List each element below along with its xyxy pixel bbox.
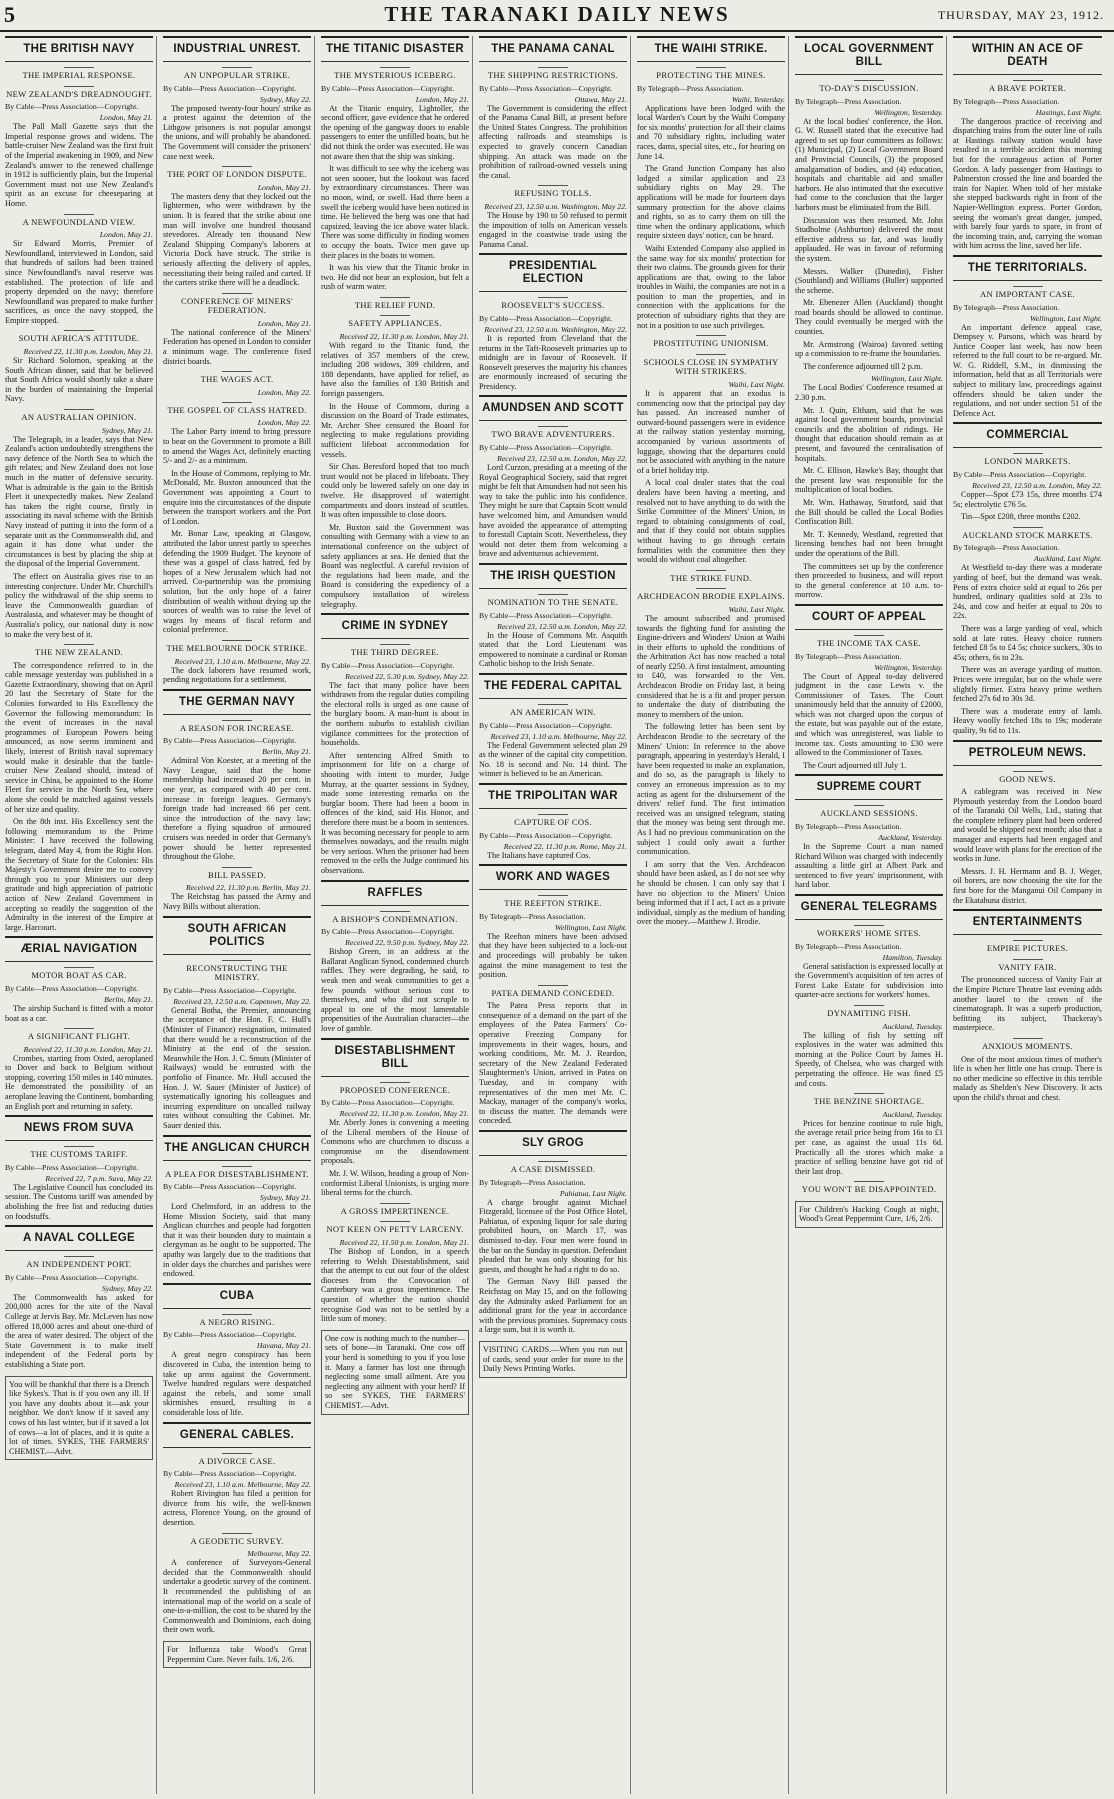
article-text: There was an average yarding of mutton. Prices were irregular, but on the whole were slightly firmer. Extra heavy prime wethers fetched 27s 6d to 30s 3d.	[953, 665, 1102, 704]
article-text: General Botha, the Premier, announcing the acceptance of the Hon. F. C. Hull's (Minister of Finance) resignation, intimated that there would be a reconstruction of the Ministry at the end of the session. Meanwhile the Hon. J. C. Smuts (Minister of Railways) would be entrusted with the portfolio of Finance. Mr. Hull accused the Hon. J. W. Sauer (Minister of Justice) of systematically ignoring his colleagues and incurring expenditure on uncalled railway rates without consulting the Cabinet. Mr. Sauer denied this.	[163, 1005, 311, 1130]
dateline: Wellington, Yesterday.	[874, 107, 943, 117]
article-text: General satisfaction is expressed locally at the Government's acquisition of ten acres of Forest Lake Estate for subdivision into quarter-acre sections for workers' homes.	[795, 961, 943, 1000]
article-text: The national conference of the Miners' Federation has opened in London to consider a minimum wage. The conference fixed district boards.	[163, 327, 311, 366]
column-6	[792, 36, 947, 1794]
subheading: A CASE DISMISSED.	[479, 1161, 627, 1175]
article-text: Sir Richard Solomon, speaking at the South African dinner, said that he believed that South Africa would shortly take a share in the burden of maintaining the Imperial Navy.	[5, 356, 153, 404]
article-text: Mr. Armstrong (Wairoa) favored setting up a commission to re-frame the boundaries.	[795, 339, 943, 359]
dateline: Auckland, Last Night.	[1033, 554, 1102, 564]
dateline: London, May 21.	[99, 230, 153, 240]
subheading: CAPTURE OF COS.	[479, 814, 627, 828]
dateline: Received 22, 11.50 p.m. London, May 21.	[339, 1238, 469, 1248]
article-text: Prices for benzine continue to rule high, the average retail price being from 16s to £1 per case, as against the usual 11s 6d. Practically all the stores which make a practice of selling benzine have got rid of their last drop.	[795, 1118, 943, 1176]
subheading: THE MELBOURNE DOCK STRIKE.	[163, 640, 311, 654]
dateline: Sydney, May 22.	[101, 1283, 153, 1293]
dateline: Wellington, Last Night.	[870, 374, 943, 384]
article-text: Crombes, starting from Osted, aeroplaned to Dover and back to Belgium without stopping, covering 150 miles in 140 minutes. He demonstrated the possibility of an aeroplane leaving the Continent, bombarding an English port and returning in safety.	[5, 1053, 154, 1111]
article-text: At the Titanic enquiry, Lightoller, the second officer, gave evidence that he ordered the opening of the gangway doors to enable passengers to enter the unfilled boats, but he did not think the order was executed. He was not aware then that the ship was sinking.	[321, 103, 469, 161]
advertisement: VISITING CARDS.—When you run out of cards, send your order for more to the Daily News Printing Works.	[479, 1341, 627, 1378]
headline: THE GERMAN NAVY	[163, 689, 311, 715]
article-text: Bishop Green, in an address at the Ballarat Anglican Synod, condemned church raffles. They were degrading, he said, to weak men and weak communities to get a few pounds without serious cost to themselves, and who did not scruple to appeal to one of the most lamentable propensities of the Australian character—the love of gamble.	[321, 947, 469, 1033]
headline: SUPREME COURT	[795, 774, 943, 800]
headline: ÆRIAL NAVIGATION	[5, 936, 153, 962]
dateline: Sydney, May 21.	[101, 425, 153, 435]
subheading: A BRAVE PORTER.	[953, 80, 1102, 94]
article-text: Mr. Ebenezer Allen (Auckland) thought road boards should be allowed to continue. They could eventually be merged with the counties.	[795, 298, 943, 337]
issue-date: THURSDAY, MAY 23, 1912.	[937, 8, 1104, 22]
article-text: Mr. Buxton said the Government was consulting with Germany with a view to an international conference on the subject of safety appliances at sea. He denied that the Board was neglectful. A careful revision of the regulations had been made, and the Board is considering the expediency of a compulsory installation of wireless telegraphy.	[321, 522, 469, 609]
headline: COMMERCIAL	[953, 422, 1102, 448]
byline: By Telegraph—Press Association.	[795, 96, 902, 106]
headline: THE TERRITORIALS.	[953, 255, 1102, 281]
article-text: It was difficult to see why the iceberg was not seen sooner, but the lookout was faced by extraordinary circumstances. There was no moon, wind, or swell. Had there been a swell the iceberg would have been noticed in time. He believed the berg was one that had capsized, leaving the ice above water black. There was some difficulty in finding women to occupy the boats. Twice men gave up their places in the boats to women.	[321, 164, 469, 260]
headline: GENERAL TELEGRAMS	[795, 894, 943, 920]
article-text: The committees set up by the conference then proceeded to business, and will report to the general conference at 10 a.m. to-morrow.	[795, 561, 943, 600]
subheading: PROPOSED CONFERENCE.	[321, 1082, 469, 1096]
dateline: Havana, May 21.	[256, 1341, 311, 1351]
article-text: Mr. Aberly Jones is convening a meeting of the Liberal members of the House of Commons who are churchmen to discuss a compromise on the disendowment proposals.	[321, 1118, 469, 1166]
article-text: There was a large yarding of veal, which sold at late rates. Heavy choice runners fetched £8 5s to £4 5s; choice suckers, 30s to 45s; others, 6s to 23s.	[953, 623, 1102, 662]
dateline: Received 22, 11.30 p.m. London, May 21.	[339, 1109, 469, 1119]
headline: THE BRITISH NAVY	[5, 36, 153, 62]
advertisement: For Children's Hacking Cough at night, Wood's Great Peppermint Cure, 1/6, 2/6.	[795, 1201, 943, 1228]
subheading: LONDON MARKETS.	[953, 453, 1102, 467]
article-text: It was his view that the Titanic broke in two. He did not hear an explosion, but felt a rush of warm water.	[321, 263, 469, 292]
subheading: WORKERS' HOME SITES.	[795, 925, 943, 939]
article-text: The House by 190 to 50 refused to permit the imposition of tolls on American vessels engaged in the coastwise trade using the Panama Canal.	[479, 210, 627, 249]
subheading: DYNAMITING FISH.	[795, 1005, 943, 1019]
subheading: A SIGNIFICANT FLIGHT.	[5, 1028, 153, 1042]
article-text: The Patea Press reports that in consequence of a demand on the part of the employees of the Patea Farmers' Co-operative Freezing Company for improvements in their wages, hours, and working conditions, Mr. M. J. Reardon, secretary of the New Zealand Federated Slaughtermen's Union, arrived in Patea on Tuesday, and in company with representatives of the men met Mr. C. Mackay, manager of the company's works, to discuss the matter. The demands were conceded.	[479, 1001, 627, 1126]
dateline: Hastings, Last Night.	[1035, 107, 1102, 117]
article-text: Waihi Extended Company also applied in the same way for six months' protection for their two claims. The grounds given for their applications are that, owing to the labor troubles in Waihi, the companies are not in a position to man the properties, and in connection with the applications for the protection of subsidiary rights that they are not in a position to use such privileges.	[637, 243, 785, 330]
byline: By Cable—Press Association—Copyright.	[163, 1469, 297, 1479]
subheading: NOT KEEN ON PETTY LARCENY.	[321, 1221, 469, 1235]
headline: THE TITANIC DISASTER	[321, 36, 469, 62]
headline: COURT OF APPEAL	[795, 604, 943, 630]
dateline: Received 23, 12.50 a.m. London, May 22.	[497, 454, 627, 464]
article-text: The Commonwealth has asked for 200,000 acres for the site of the Naval College at Jervis Bay. Mr. McLeven has now offered 18,000 acres and about one-third of the area of water desired. The object of the State Government is to make itself independent of the Federal ports by establishing a State port.	[5, 1292, 153, 1369]
dateline: Received 22, 7 p.m. Suva, May 22.	[45, 1173, 153, 1183]
dateline: Received 23, 1.10 a.m. Melbourne, May 22.	[174, 656, 311, 666]
article-text: The Reichstag has passed the Army and Navy Bills without alteration.	[163, 892, 311, 911]
headline: PRESIDENTIAL ELECTION	[479, 253, 627, 292]
subheading: EMPIRE PICTURES.	[953, 940, 1102, 954]
headline: GENERAL CABLES.	[163, 1422, 311, 1448]
article-text: The Reefton miners have been advised that they have been subjected to a lock-out and proceedings will probably be taken against the mine management to test the position.	[479, 931, 627, 980]
article-text: A conference of Surveyors-General decided that the Commonwealth should undertake a geodetic survey of the continent. It recommended the publishing of an international map of the world on a scale of one-in-a-million, the cost to be shared by the Commonwealth and Dominions, each doing their own work.	[163, 1558, 311, 1635]
article-text: On the 8th inst. His Excellency sent the following memorandum to the Prime Minister: I have received the following telegram, dated May 4, from the Right Hon. the Secretary of State for the Colonies: His Majesty's Government desire me to convey through you to your Ministers our deep gratitude and high appreciation of patriotic action of New Zealand Government in accepting so readily the suggestion of the Admiralty in the interest of the Empire at large. Harcourt.	[5, 817, 153, 932]
subheading: BILL PASSED.	[163, 867, 311, 881]
byline: By Telegraph—Press Association.	[795, 651, 902, 661]
headline: RAFFLES	[321, 880, 469, 906]
subheading: REFUSING TOLLS.	[479, 185, 627, 199]
headline: NEWS FROM SUVA	[5, 1115, 153, 1141]
byline: By Cable—Press Association—Copyright.	[163, 985, 297, 995]
dateline: London, May 21.	[415, 94, 469, 104]
byline: By Cable—Press Association—Copyright.	[321, 83, 455, 93]
headline: THE IRISH QUESTION	[479, 563, 627, 589]
byline: By Cable—Press Association—Copyright.	[163, 1330, 297, 1340]
subheading: AUCKLAND SESSIONS.	[795, 805, 943, 819]
byline: By Cable—Press Association—Copyright.	[5, 983, 139, 993]
subheading: ANXIOUS MOMENTS.	[953, 1038, 1102, 1052]
subheading: AN AMERICAN WIN.	[479, 704, 627, 718]
dateline: Received 22, 11.30 p.m. London, May 21.	[23, 1044, 153, 1054]
article-text: The Labor Party intend to bring pressure to bear on the Government to promote a Bill to amend the Wages Act, definitely enacting 5/- and 2/- as a minimum.	[163, 427, 311, 466]
subheading: THE PORT OF LONDON DISPUTE.	[163, 166, 311, 180]
subheading: ARCHDEACON BRODIE EXPLAINS.	[637, 588, 785, 602]
article-text: In the House of Commons, during a discussion on the Board of Trade estimates, Mr. Archer Shee censured the Board for neglecting to make regulations providing sufficient lifeboat accommodation for vessels.	[321, 401, 469, 459]
dateline: Received 22, 11.30 p.m. Rome, May 21.	[503, 841, 627, 851]
article-text: Applications have been lodged with the local Warden's Court by the Waihi Company for six months' protection for all their claims and 70 subsidiary rights, including water races, dams, special sites, etc., for hearing on June 14.	[637, 103, 785, 161]
dateline: London, May 22.	[257, 387, 311, 397]
byline: By Telegraph—Press Association.	[637, 83, 744, 93]
headline: CRIME IN SYDNEY	[321, 613, 469, 639]
byline: By Cable—Press Association—Copyright.	[321, 1098, 455, 1108]
article-text: There was a moderate entry of lamb. Heavy woolly fetched 18s to 19s; moderate quality, 9s 6d to 11s.	[953, 706, 1102, 735]
dateline: Received 22, 11.30 p.m. Berlin, May 21.	[185, 883, 311, 893]
article-text: The Italians have captured Cos.	[487, 850, 591, 860]
subheading: THE REEFTON STRIKE.	[479, 895, 627, 909]
article-text: A great negro conspiracy has been discovered in Cuba, the intention being to take up arms against the Government. Twelve hundred regulars were despatched against the rebels, and some small skirmishes ensued, resulting in a considerable loss of life.	[163, 1350, 311, 1417]
byline: By Cable—Press Association—Copyright.	[479, 443, 613, 453]
article-text: In the House of Commons Mr. Asquith stated that the Lord Lieutenant was empowered to nominate a cardinal or Roman Catholic bishop to the Irish Senate.	[479, 630, 627, 669]
subheading: PROSTITUTING UNIONISM.	[637, 335, 785, 349]
byline: By Cable—Press Association—Copyright.	[163, 83, 297, 93]
column-5	[634, 36, 789, 1794]
article-text: At Westfield to-day there was a moderate yarding of beef, but the demand was weak. Pens of extra choice sold at equal to 26s per hundred, ordinary qualities sold at 23s to 24s, and cow and heifer at equal to 20s to 22s.	[953, 563, 1102, 621]
dateline: Sydney, May 21.	[259, 1193, 311, 1203]
column-2	[160, 36, 315, 1794]
headline: INDUSTRIAL UNREST.	[163, 36, 311, 62]
subheading: A PLEA FOR DISESTABLISHMENT.	[163, 1166, 311, 1180]
subheading: YOU WON'T BE DISAPPOINTED.	[795, 1181, 943, 1195]
subheading: GOOD NEWS.	[953, 771, 1102, 785]
headline: PETROLEUM NEWS.	[953, 740, 1102, 766]
dateline: Ottawa, May 21.	[574, 94, 627, 104]
subheading: THE NEW ZEALAND.	[5, 644, 153, 658]
article-text: The masters deny that they locked out the lightermen, who were withdrawn by the union. It is feared that the strike about one man will involve one hundred thousand stevedores. Already ten thousand New Zealand Shipping Company's laborers at Victoria Dock have struck. The strike is seriously affecting the delivery of apples, necessitating their being railed and carted. If the carters strike there will be a deadlock.	[163, 191, 311, 288]
byline: By Cable—Press Association—Copyright.	[321, 927, 455, 937]
byline: By Cable—Press Association—Copyright.	[163, 736, 297, 746]
advertisement: You will be thankful that there is a Drench like Sykes's. That is if you own any ill. If you have any doubts about it—ask your neighbor. We don't know if it saved any cows of his last winter, but if it saved a lot of cows—a lot of places, and it is quite a lot of times. SYKES, THE FARMERS' CHEMIST.—Advt.	[5, 1376, 153, 1461]
dateline: Waihi, Last Night.	[728, 604, 785, 614]
headline: A NAVAL COLLEGE	[5, 1225, 153, 1251]
article-text: Lord Curzon, presiding at a meeting of the Royal Geographical Society, said that regret might be felt that Amundsen had not seen his way to take the public into his confidence. They might be sure that Captain Scott would have welcomed him, and Amundsen would have avoided the appearance of attempting to forestall Captain Scott. Nevertheless, they would not deter them from welcoming a brave and adventurous achievement.	[479, 463, 627, 559]
article-text: The Local Bodies' Conference resumed at 2.30 p.m.	[795, 383, 943, 403]
subheading: NOMINATION TO THE SENATE.	[479, 594, 627, 608]
byline: By Telegraph—Press Association.	[795, 822, 902, 832]
article-text: Discussion was then resumed. Mr. John Studholme (Ashburton) delivered the most effective address so far, and was loudly applauded. He was in favour of reforming the system.	[795, 215, 943, 263]
article-text: The Telegraph, in a leader, says that New Zealand's action undoubtedly strengthens the navy defence of the North Sea to which the gift relates; and New Zealand does not lose much in the matter of defensive security. What is admirable is the gain to the British Fleet it unexpectedly makes. New Zealand has taken the right course, firstly in associating its naval scheme with the British Navy instead of putting it into the form of a separate unit as the Commonwealth did, and again it has done what under the circumstances is best by placing the ship at the disposal of the Imperial Government.	[5, 434, 153, 569]
subheading: ROOSEVELT'S SUCCESS.	[479, 297, 627, 311]
dateline: Berlin, May 21.	[262, 747, 311, 757]
byline: By Cable—Press Association—Copyright.	[479, 313, 613, 323]
subheading: THE BENZINE SHORTAGE.	[795, 1093, 943, 1107]
article-text: Messrs. J. H. Hermann and B. J. Weger, oil borers, are now choosing the site for the first bore for the Manganui Oil Company in the Ekatahuna district.	[953, 866, 1102, 905]
article-text: Sir Edward Morris, Premier of Newfoundland, interviewed in London, said that hundreds of sailors had been trained since Newfoundland's naval reserve was established. The protection of life and property depended on the navy; therefore Newfoundland was prepared to make further sacrifices, as once the navy stopped, the Empire stopped.	[5, 239, 153, 325]
headline: DISESTABLISHMENT BILL	[321, 1038, 469, 1077]
subheading: THE RELIEF FUND.	[321, 297, 469, 311]
byline: By Telegraph—Press Association.	[795, 941, 902, 951]
dateline: Received 22, 11.30 p.m. London, May 21.	[339, 332, 469, 342]
subheading: A GEODETIC SURVEY.	[163, 1533, 311, 1547]
headline: CUBA	[163, 1283, 311, 1309]
dateline: Wellington, Last Night.	[554, 922, 627, 932]
subheading: SCHOOLS CLOSE IN SYMPATHY WITH STRIKERS.	[637, 354, 785, 377]
subheading: SOUTH AFRICA'S ATTITUDE.	[5, 330, 153, 344]
article-text: It is reported from Cleveland that the returns in the Taft-Roosevelt primaries up to midnight are in favour of Roosevelt. If Roosevelt preserves the majority his chances are enormously increased of securing the Presidency.	[479, 333, 627, 391]
dateline: Waihi, Last Night.	[728, 380, 785, 390]
subheading: AN AUSTRALIAN OPINION.	[5, 409, 153, 423]
article-text: The conference adjourned till 2 p.m.	[803, 361, 923, 371]
page-number: 5	[4, 2, 15, 27]
article-text: The pronounced success of Vanity Fair at the Empire Picture Theatre last evening adds another laurel to the crown of the cinematograph. It was a superb production, befitting its subject, Thackeray's masterpiece.	[953, 975, 1102, 1033]
article-text: The fact that many police have been withdrawn from the regular duties compiling the electoral rolls is urged as one cause of the burglary boom. A man-hunt is about in the northern suburbs to establish civilian vigilance committees for the protection of households.	[321, 680, 469, 748]
article-text: The dock laborers have resumed work, pending negotiations for a settlement.	[163, 665, 311, 685]
article-text: The killing of fish by setting off explosives in the water was admitted this morning at the Police Court by James H. Speedy, of Chelsea, who was charged with perpetrating the offence. He was fined £5 and costs.	[795, 1030, 943, 1088]
byline: By Telegraph—Press Association.	[479, 911, 586, 921]
article-text: A local coal dealer states that the coal dealers have been having a meeting, and resolved not to have anything to do with the Strike Committee of the Miners' Union, in regard to obtaining consignments of coal, and that if they could not obtain supplies without having to go through certain formalities with the committee then they would do without coal altogether.	[637, 478, 785, 565]
headline: THE ANGLICAN CHURCH	[163, 1135, 311, 1161]
dateline: London, May 21.	[99, 113, 153, 123]
subheading: MOTOR BOAT AS CAR.	[5, 967, 153, 981]
byline: By Cable—Press Association—Copyright.	[479, 830, 613, 840]
byline: By Cable—Press Association—Copyright.	[953, 470, 1087, 480]
article-text: With regard to the Titanic fund, the relatives of 357 members of the crew, including 208 widows, 309 children, and 188 dependants, have applied for relief, as have also the families of 130 British and foreign passengers.	[321, 341, 469, 399]
headline: AMUNDSEN AND SCOTT	[479, 395, 627, 421]
article-text: The effect on Australia gives rise to an interesting conjecture. Under Mr. Churchill's policy the withdrawal of the ship seems to leave the Commonwealth guardian of Australasia, and whatever may be thought of Australia's policy, our national duty is now to make the very best of it.	[5, 571, 153, 639]
headline: WITHIN AN ACE OF DEATH	[953, 36, 1102, 75]
dateline: Received 22, 11.30 p.m. London, May 21.	[23, 347, 153, 357]
dateline: Melbourne, May 22.	[247, 1549, 311, 1559]
article-text: A cablegram was received in New Plymouth yesterday from the London board of the Taranaki Oil Wells, Ltd., stating that the complete refinery plant had been ordered and would be shipped next month; also that a manager and experts had been engaged and would leave with plans for the erection of the works in June.	[953, 787, 1102, 864]
dateline: London, May 21.	[257, 182, 311, 192]
subheading: THE INCOME TAX CASE.	[795, 635, 943, 649]
article-text: It is apparent that an exodus is commencing now that the principal pay day has passed. An increased number of outward-bound passengers were in evidence at the railway station yesterday morning, accompanied by various assortments of luggage, showing that the departures could not be associated with anything in the nature of a brief holiday trip.	[637, 389, 785, 475]
article-text: Mr. J. W. Wilson, heading a group of Non-conformist Liberal Unionists, is urging more liberal terms for the church.	[321, 1169, 469, 1198]
subheading: A REASON FOR INCREASE.	[163, 720, 311, 734]
newspaper-title: THE TARANAKI DAILY NEWS	[384, 2, 730, 26]
subheading: THE MYSTERIOUS ICEBERG.	[321, 67, 469, 81]
subheading: THE IMPERIAL RESPONSE.	[5, 67, 153, 81]
headline: ENTERTAINMENTS	[953, 909, 1102, 935]
subheading: TWO BRAVE ADVENTURERS.	[479, 426, 627, 440]
dateline: Pahiatua, Last Night.	[559, 1188, 627, 1198]
dateline: Wellington, Last Night.	[1029, 313, 1102, 323]
dateline: Auckland, Tuesday.	[882, 1109, 943, 1119]
article-text: Sir Chas. Beresford hoped that too much trust would not be placed in lifeboats. They could only be lowered safely on one day in twelve. He disapproved of watertight compartments and doors instead of scuttles. It was often impossible to close doors.	[321, 462, 469, 520]
article-text: The Federal Government selected plan 29 as the winner of the capital city competition. No. 18 is second and No. 14 third. The winner is believed to be an American.	[479, 740, 627, 779]
dateline: Received 23, 12.50 a.m. Capetown, May 22.	[173, 996, 311, 1006]
article-text: The correspondence referred to in the cable message yesterday was published in a Gazette Extraordinary, showing that on April 20 last the Secretary of State for the Colonies forwarded to His Excellency the Governor the following memorandum: In the event of increases in the naval programmes of European Powers being announced, as now seems imminent and likely, interest of British naval supremacy would make it desirable that the battle-cruiser New Zealand should, instead of service in China, be appointed to the Home Fleet for service in the North Sea, where alone she could be matched against vessels of her size and quality.	[5, 660, 153, 814]
byline: By Telegraph—Press Association.	[479, 1177, 586, 1187]
byline: By Cable—Press Association—Copyright.	[321, 660, 455, 670]
subheading: PROTECTING THE MINES.	[637, 67, 785, 81]
article-text: I am sorry that the Ven. Archdeacon should have been asked, as I do not see why he should be chosen. I can only say that I have no objection to the Miners' Union being informed that if I act, I act as a private individual, simply as the medium of handing over the money.—Matthew J. Brodie.	[637, 859, 785, 927]
headline: THE TRIPOLITAN WAR	[479, 783, 627, 809]
article-text: A charge brought against Michael Fitzgerald, licensee of the Post Office Hotel, Pahiatua, of exposing liquor for sale during prohibited hours, on March 17, was dismissed to-day. Four men were found in the bar on the Sunday in question. Defendant pleaded that he was only shouting for his guests, and thought he had a right to do so.	[479, 1197, 627, 1274]
article-text: The Grand Junction Company has also lodged a similar application and 23 subsidiary rights on May 29. The applications will be made for fourteen days summary protection for the above claims and rights, so as to carry them on till the time when the ordinary applications, which require sixteen days' notice, can be heard.	[637, 164, 785, 241]
headline: LOCAL GOVERNMENT BILL	[795, 36, 943, 75]
advertisement: One cow is nothing much to the number—sets of bone—in Taranaki. One cow off your herd is something to you if you lose it. Many a farmer has lost one through neglecting some small ailment. Are you neglecting any ailment with your herd? If so see SYKES, THE FARMERS' CHEMIST.—Advt.	[321, 1330, 469, 1415]
dateline: Received 23, 12.50 a.m. London, May 22.	[497, 621, 627, 631]
byline: By Cable—Press Association—Copyright.	[163, 1182, 297, 1192]
byline: By Telegraph—Press Association.	[953, 543, 1060, 553]
article-text: Tin—Spot £208, three months £202.	[961, 512, 1081, 522]
article-text: In the Supreme Court a man named Richard Wilson was charged with indecently assaulting a little girl at Albert Park and sentenced to five years' imprisonment, with hard labor.	[795, 842, 943, 890]
article-text: The Court adjourned till July 1.	[803, 760, 907, 770]
subheading: AN IMPORTANT CASE.	[953, 286, 1102, 300]
advertisement: For Influenza take Wood's Great Peppermint Cure. Never fails. 1/6, 2/6.	[163, 1641, 311, 1668]
article-text: After sentencing Alfred Smith to imprisonment for life on a charge of shooting with intent to murder, Judge Murray, at the quarter sessions in Sydney, made some interesting remarks on the burglar boom. There had been a boom in offences of the kind, said His Honor, and therefore there must be a boom in sentences. It was becoming necessary for people to arm themselves nowadays, and the results might be very serious. When the prisoner had been removed to the cells the Judge continued his observations.	[321, 750, 469, 875]
subheading: AN UNPOPULAR STRIKE.	[163, 67, 311, 81]
subheading: NEW ZEALAND'S DREADNOUGHT.	[5, 86, 153, 100]
byline: By Cable—Press Association—Copyright.	[479, 720, 613, 730]
byline: By Telegraph—Press Association.	[953, 302, 1060, 312]
columns	[2, 36, 1110, 1794]
article-text: The German Navy Bill passed the Reichstag on May 15, and on the following day the Admiralty asked Parliament for an additional grant for the year in accordance with the previous promises. Supremacy costs a large sum, but it is worth it.	[479, 1277, 627, 1335]
article-text: Admiral Von Koester, at a meeting of the Navy League, said that the home membership had increased 20 per cent. in one year, as compared with 40 per cent. increase in foreign leagues. Germany's foreign trade had increased 66 per cent. since the introduction of the navy law; therefore a flying squadron of armoured cruisers was needed in order that Germany's power should be better represented throughout the Globe.	[163, 756, 311, 862]
article-text: The following letter has been sent by Archdeacon Brodie to the secretary of the Miners' Union: In reference to the above paragraph, appearing in yesterday's Herald, I have been requested to make an explanation, and do so, as the paragraph is likely to convey an erroneous impression as to my acting as agent for the disbursement of the drivers' relief fund. The first intimation received was an unsigned telegram, stating that the money was being sent through me. As I had no previous communication on the subject I could only await a further communication.	[637, 722, 785, 857]
subheading: THE GOSPEL OF CLASS HATRED.	[163, 402, 311, 416]
column-7	[950, 36, 1105, 1794]
article-text: One of the most anxious times of mother's life is when her little one has croup. There is no other medicine so effective in this terrible malady as Shelden's New Discovery. It acts upon the child's throat and chest.	[953, 1054, 1102, 1102]
subheading: RECONSTRUCTING THE MINISTRY.	[163, 960, 311, 983]
article-text: Mr. J. Quin, Eltham, said that he was against local government boards, provincial councils and the abolition of ridings. He thought that education should remain as at present, and favoured the centralisation of hospitals.	[795, 405, 943, 463]
article-text: Mr. Wm. Hathaway, Stratford, said that the Bill should be called the Local Bodies Confiscation Bill.	[795, 497, 943, 527]
byline: By Cable—Press Association—Copyright.	[5, 1162, 139, 1172]
article-text: Mr. Bonar Law, speaking at Glasgow, attributed the labor unrest partly to speeches defending the 1909 Budget. The keynote of these was a gospel of class hatred, fed by hopes of a New Jerusalem which had not arrived. Co-partnership was the promising solution, but the only hope of a fairer distribution of wealth without drying up the sources of wealth was to raise the level of wages by means of fiscal reform and colonial preference.	[163, 529, 311, 635]
subheading: THE STRIKE FUND.	[637, 570, 785, 584]
headline: WORK AND WAGES	[479, 864, 627, 890]
headline: THE PANAMA CANAL	[479, 36, 627, 62]
dateline: Received 23, 1.10 a.m. Melbourne, May 22.	[174, 1480, 311, 1490]
subheading: SAFETY APPLIANCES.	[321, 315, 469, 329]
masthead	[0, 0, 1114, 32]
dateline: Received 23, 12.50 a.m. Washington, May 22.	[484, 324, 627, 334]
subheading: A DIVORCE CASE.	[163, 1453, 311, 1467]
dateline: Auckland, Tuesday.	[882, 1021, 943, 1031]
subheading: THE THIRD DEGREE.	[321, 644, 469, 658]
article-text: The airship Suchard is fitted with a motor boat as a car.	[5, 1003, 153, 1023]
article-text: The Government is considering the effect of the Panama Canal Bill, at present before the United States Congress. The prohibition affecting railroads and steamships is expected to gravely concern Canadian shipping. An attack was made on the prohibition of railroad-owned vessels using the canal.	[479, 103, 627, 180]
headline: THE FEDERAL CAPITAL	[479, 673, 627, 699]
headline: SLY GROG	[479, 1130, 627, 1156]
column-4	[476, 36, 631, 1794]
article-text: The dangerous practice of receiving and dispatching trains from the outer line of rails at Hastings railway station would have resulted in a terrible accident this morning but for the courageous action of Porter Gordon. A lady passenger from Hastings to Palmerston crossed the line and boarded the train for Napier. When told of her mistake she stepped backwards right in front of the Napier-Wellington express. Porter Gordon, seeing the woman's great danger, jumped, with barely four yards to spare, in front of the incoming train, and, carrying the woman with him across the line, saved her life.	[953, 116, 1102, 251]
article-text: Robert Rivington has filed a petition for divorce from his wife, the well-known actress, Florence Young, on the ground of desertion.	[163, 1489, 311, 1527]
column-3	[318, 36, 473, 1794]
dateline: Received 23, 12.50 a.m. Washington, May 22.	[484, 201, 627, 211]
subheading: AUCKLAND STOCK MARKETS.	[953, 527, 1102, 541]
dateline: Received 23, 12.50 a.m. London, May 22.	[972, 481, 1102, 491]
dateline: Sydney, May 22.	[259, 94, 311, 104]
subheading: PATEA DEMAND CONCEDED.	[479, 985, 627, 999]
article-text: An important defence appeal case, Dempsey v. Parsons, which was heard by Justice Cooper last week, has now been referred to the full court to be re-argued. Mr. W. G. Riddell, S.M., in dismissing the information, held that as all Territorials were subject to military law, proceedings against offenders should be taken under the regulations, and not under section 51 of the Defence Act.	[953, 322, 1102, 418]
dateline: Berlin, May 21.	[104, 994, 153, 1004]
article-text: The Court of Appeal to-day delivered judgment in the case Lewis v. the Commissioner of Taxes. The Court unanimously held that the annuity of £2000, which was not charged upon the corpus of the estate, but was payable out of the estate, and which was unregistered, was liable to income tax. Costs amounting to £30 were allowed to the Commissioner of Taxes.	[795, 671, 943, 758]
subheading: THE CUSTOMS TARIFF.	[5, 1146, 153, 1160]
dateline: Waihi, Yesterday.	[731, 94, 785, 104]
dateline: Wellington, Yesterday.	[874, 662, 943, 672]
article-text: At the local bodies' conference, the Hon. G. W. Russell stated that the executive had agreed to set up four committees as follows: (1) Municipal, (2) Local Government Board and Provincial Councils, (3) the proposed amalgamation of bodies, and (4) education, hospitals and charitable aid and smaller harbors. He also intimated that the executive had come to the conclusion that the larger harbors must be eliminated from the Bill.	[795, 116, 943, 212]
byline: By Telegraph—Press Association.	[953, 96, 1060, 106]
article-text: Messrs. Walker (Dunedin), Fisher (Southland) and Williams (Buller) supported the scheme.	[795, 266, 943, 295]
subheading: A NEGRO RISING.	[163, 1314, 311, 1328]
dateline: Auckland, Yesterday.	[878, 833, 943, 843]
subheading: VANITY FAIR.	[953, 959, 1102, 973]
headline: THE WAIHI STRIKE.	[637, 36, 785, 62]
byline: By Cable—Press Association—Copyright.	[479, 83, 613, 93]
subheading: A GROSS IMPERTINENCE.	[321, 1203, 469, 1217]
byline: By Cable—Press Association—Copyright.	[5, 1272, 139, 1282]
dateline: Hamilton, Tuesday.	[882, 952, 943, 962]
subheading: AN INDEPENDENT PORT.	[5, 1256, 153, 1270]
dateline: Received 23, 1.10 a.m. Melbourne, May 22.	[490, 731, 627, 741]
byline: By Cable—Press Association—Copyright.	[479, 610, 613, 620]
article-text: The Pall Mall Gazette says that the Imperial response grows and widens. The battle-cruiser New Zealand was the first fruit of the Imperial awakening in 1909, and New Zealand's answer to the renewed challenge in 1912 is sufficiently plain, but the Imperial Government must not use New Zealand's spirit as an excuse for cheeseparing at Home.	[5, 122, 153, 208]
byline: By Cable—Press Association—Copyright.	[5, 102, 139, 112]
article-text: The Bishop of London, in a speech referring to Welsh Disestablishment, said that the attempt to cut out four of the oldest dioceses from the Convocation of Canterbury was a gross impertinence. The question of whether the nation should recognise God was not to be settled by a little sum of money.	[321, 1247, 469, 1324]
subheading: CONFERENCE OF MINERS' FEDERATION.	[163, 293, 311, 316]
article-text: The proposed twenty-four hours' strike as a protest against the detention of the Lithgow prisoners is not popular amongst the unions, and will probably be abandoned. The Government will consider the prisoners' case next week.	[163, 103, 311, 161]
article-text: Copper—Spot £73 15s, three months £74 5s; electrolytic £76 5s.	[953, 490, 1102, 509]
article-text: In the House of Commons, replying to Mr. McDonald, Mr. Buxton announced that the Government was appointing a Court to enquire into the circumstances of the dispute between the transport workers and the Port of London.	[163, 468, 311, 526]
dateline: London, May 21.	[257, 318, 311, 328]
headline: SOUTH AFRICAN POLITICS	[163, 916, 311, 955]
subheading: TO-DAY'S DISCUSSION.	[795, 80, 943, 94]
subheading: THE SHIPPING RESTRICTIONS.	[479, 67, 627, 81]
subheading: A BISHOP'S CONDEMNATION.	[321, 911, 469, 925]
article-text: Lord Chelmsford, in an address to the Home Mission Society, said that many Anglican churches and people had forgotten that it was their bounden duty to maintain a clergyman as he ought to be supported. The apathy was largely due to the traditions that in older days the churches and parishes were endowed.	[163, 1202, 311, 1279]
subheading: THE WAGES ACT.	[163, 371, 311, 385]
subheading: A NEWFOUNDLAND VIEW.	[5, 214, 153, 228]
article-text: Mr. T. Kennedy, Westland, regretted that licensing benches had not been brought under the operations of the Bill.	[795, 529, 943, 558]
article-text: The Legislative Council has concluded its session. The Customs tariff was amended by abolishing the free list and reducing duties on foodstuffs.	[5, 1182, 153, 1221]
column-1	[2, 36, 157, 1794]
dateline: London, May 22.	[257, 418, 311, 428]
dateline: Received 22, 5.30 p.m. Sydney, May 22.	[345, 671, 469, 681]
dateline: Received 22, 9.50 p.m. Sydney, May 22.	[345, 938, 469, 948]
article-text: The amount subscribed and promised towards the fighting fund for assisting the Engine-drivers and Winders' Union at Waihi in their efforts to uphold the conditions of the Arbitration Act has now reached a total of nearly £250. A first instalment, amounting to £40, was forwarded to the Ven. Archdeacon Brodie on Friday last, it being considered that he is a fit and proper person to undertake the duty of distributing the money to members of the union.	[637, 613, 785, 719]
article-text: Mr. C. Ellison, Hawke's Bay, thought that the present law was responsible for the multiplication of local bodies.	[795, 466, 943, 495]
